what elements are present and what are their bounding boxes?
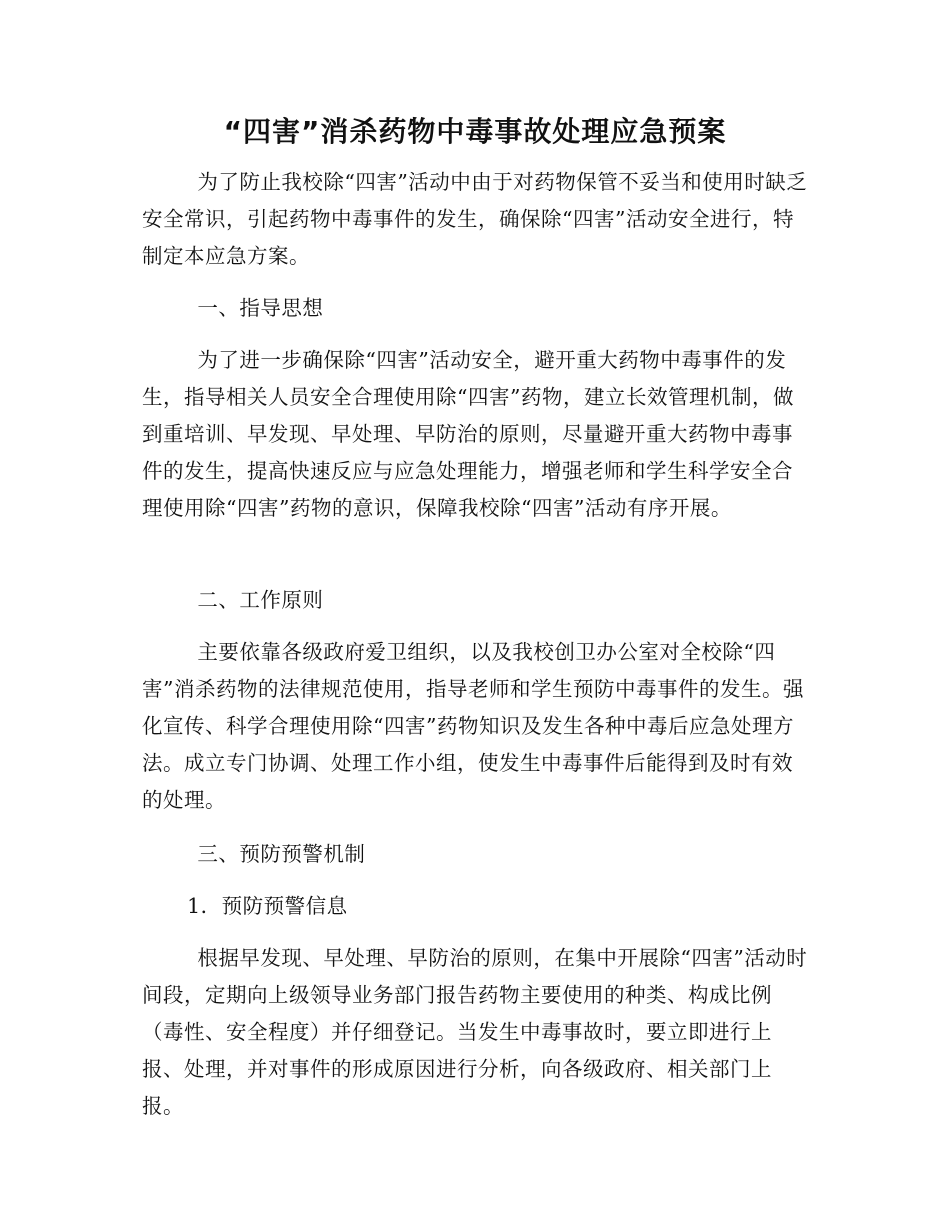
document-title: “四害”消杀药物中毒事故处理应急预案 bbox=[223, 115, 727, 148]
section-paragraph-guiding-ideology: 为了进一步确保除“四害”活动安全，避开重大药物中毒事件的发生，指导相关人员安全合理使用除“四害”药物，建立长效管理机制，做到重培训、早发现、早处理、早防治的原则，尽量避开重大药物中毒事件的发生，提高快速反应与应急处理能力，增强老师和学生科学安全合理使用除“四害”药物的意识，保障我校除“四害”活动有序开展。 bbox=[142, 348, 794, 520]
section-paragraph-work-principles: 主要依靠各级政府爱卫组织，以及我校创卫办公室对全校除“四害”消杀药物的法律规范使用，指导老师和学生预防中毒事件的发生。强化宣传、科学合理使用除“四害”药物知识及发生各种中毒后应急处理方法。成立专门协调、处理工作小组，使发生中毒事件后能得到及时有效的处理。 bbox=[142, 640, 804, 812]
section-heading-prevention-warning: 三、预防预警机制 bbox=[197, 842, 366, 866]
intro-paragraph: 为了防止我校除“四害”活动中由于对药物保管不妥当和使用时缺乏安全常识，引起药物中毒事件的发生，确保除“四害”活动安全进行，特制定本应急方案。 bbox=[142, 170, 808, 268]
section-heading-guiding-ideology: 一、指导思想 bbox=[197, 296, 324, 320]
subsection-heading-warning-info: 1．预防预警信息 bbox=[187, 894, 348, 918]
section-paragraph-warning-info: 根据早发现、早处理、早防治的原则，在集中开展除“四害”活动时间段，定期向上级领导业务部门报告药物主要使用的种类、构成比例（毒性、安全程度）并仔细登记。当发生中毒事故时，要立即进行上报、处理，并对事件的形成原因进行分析，向各级政府、相关部门上报。 bbox=[142, 946, 808, 1118]
section-heading-work-principles: 二、工作原则 bbox=[197, 588, 324, 612]
